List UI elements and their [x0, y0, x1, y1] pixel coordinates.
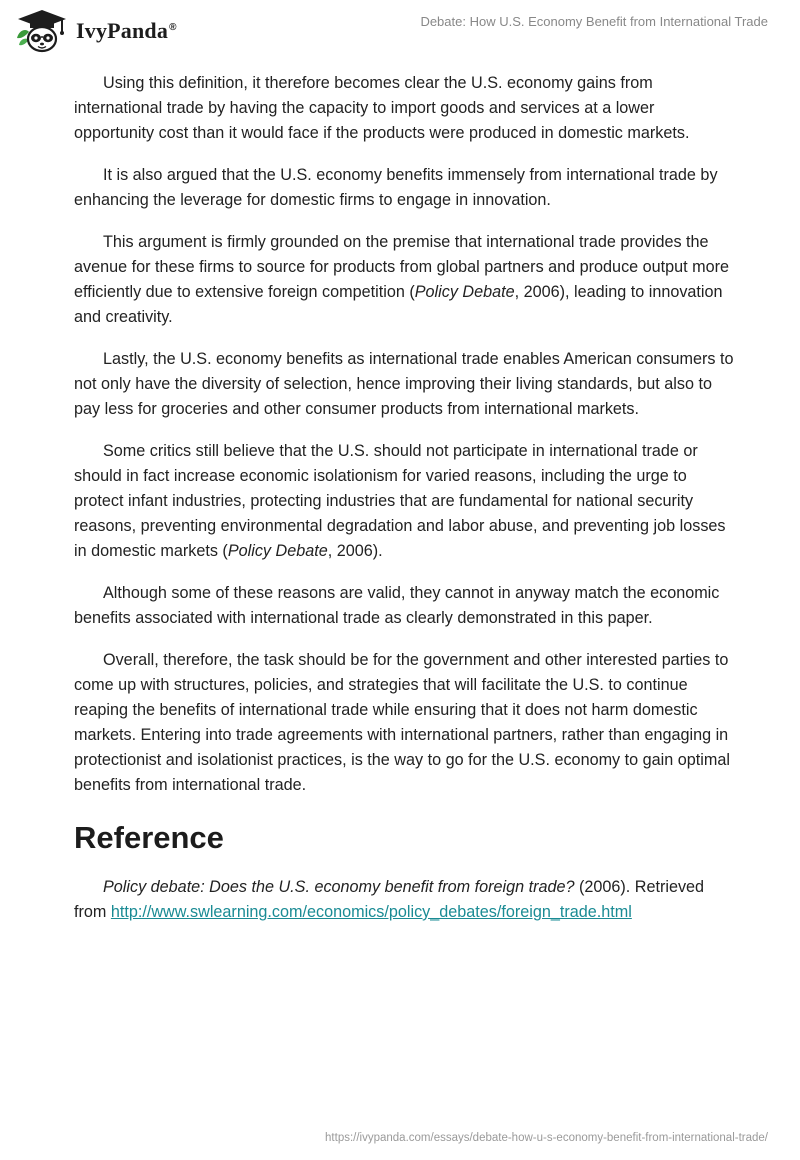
paragraph-text: Some critics still believe that the U.S. should not participate in international trade or should in fact increase economic isolationism for varied reasons, including the urge to protect infant industries, protecting industries that are fundamental for national security reasons, preventing environmental degradation and labor abuse, and preventing job losses in domestic markets ( — [74, 442, 726, 560]
paragraph — [74, 439, 734, 564]
paragraph — [74, 230, 734, 330]
paragraph-text: , 2006), leading to innovation and creativity. — [74, 283, 723, 326]
reference-heading: Reference — [74, 820, 224, 855]
essay-body — [74, 71, 734, 942]
reference-link[interactable]: http://www.swlearning.com/economics/policy_debates/foreign_trade.html — [110, 903, 632, 921]
citation: Policy Debate — [227, 542, 328, 560]
reference-year: (2006). Retrieved from — [74, 878, 705, 921]
paragraph: Although some of these reasons are valid, they cannot in anyway match the economic benefits associated with international trade as clearly demonstrated in this paper. — [74, 584, 720, 627]
paragraph: Overall, therefore, the task should be for the government and other interested parties to come up with structures, policies, and strategies that will facilitate the U.S. to continue reaping the benefits of international trade while ensuring that it does not harm domestic markets. Entering into trade agreements with international partners, rather than engaging in protectionist and isolationist practices, is the way to go for the U.S. economy to gain optimal benefits from international trade. — [74, 651, 730, 794]
paragraph: It is also argued that the U.S. economy benefits immensely from international trade by enhancing the leverage for domestic firms to engage in innovation. — [74, 166, 718, 209]
ivypanda-logo[interactable] — [14, 8, 177, 54]
paragraph-text: This argument is firmly grounded on the premise that international trade provides the avenue for these firms to source for products from global partners and produce output more efficiently due to extensive foreign competition ( — [74, 233, 730, 301]
citation: Policy Debate — [414, 283, 515, 301]
registered-mark: ® — [169, 21, 177, 33]
reference-entry — [74, 875, 734, 925]
paragraph: Using this definition, it therefore becomes clear the U.S. economy gains from international trade by having the capacity to import goods and services at a lower opportunity cost than it would face if the products were produced in domestic markets. — [74, 74, 690, 142]
paragraph: Lastly, the U.S. economy benefits as international trade enables American consumers to not only have the diversity of selection, hence improving their living standards, but also to pay less for groceries and other consumer products from international markets. — [74, 350, 734, 418]
panda-graduate-icon — [14, 8, 70, 54]
reference-title: Policy debate: Does the U.S. economy benefit from foreign trade? — [103, 878, 575, 896]
footer-url: https://ivypanda.com/essays/debate-how-u-s-economy-benefit-from-international-trade/ — [325, 1132, 768, 1144]
page-header — [0, 0, 800, 60]
brand-name: IvyPanda® — [76, 18, 177, 43]
paragraph-text: , 2006). — [327, 542, 383, 560]
document-title: Debate: How U.S. Economy Benefit from International Trade — [420, 14, 768, 29]
